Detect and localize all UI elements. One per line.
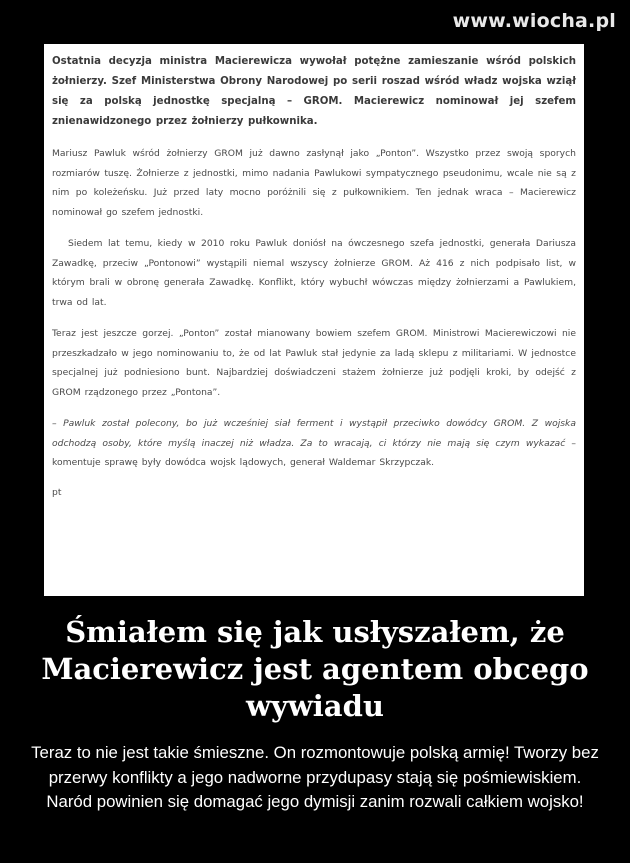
quote-attribution: – komentuje sprawę były dowódca wojsk lądowych, generał Waldemar Skrzypczak. [52, 437, 576, 468]
article-paragraph-3: Teraz jest jeszcze gorzej. „Ponton” został mianowany bowiem szefem GROM. Ministrowi Macierewiczowi nie przeszkadzało w jego nominowaniu to, że od lat Pawluk stał jedynie za ladą sklepu z militariami. W jednostce specjalnej już podniesiono bunt. Najbardziej doświadczeni stażem żołnierze już podjęli kroki, by odejść z GROM rządzonego przez „Pontona”. [52, 328, 576, 398]
article-quote-paragraph [52, 414, 576, 473]
poster-headline: Śmiałem się jak usłyszałem, że Macierewicz jest agentem obcego wywiadu [41, 615, 589, 723]
article-paragraph-2: Siedem lat temu, kiedy w 2010 roku Pawluk doniósł na ówczesnego szefa jednostki, generała Dariusza Zawadkę, przeciw „Pontonowi” wystąpili niemal wszyscy żołnierze GROM. Aż 416 z nich podpisało list, w którym brali w obronę generała Zawadkę. Konflikt, który wybuchł wówczas między żołnierzami a Pawlukiem, trwa od lat. [52, 238, 576, 308]
site-watermark: www.wiocha.pl [452, 10, 616, 32]
article-lead: Ostatnia decyzja ministra Macierewicza wywołał potężne zamieszanie wśród polskich żołnierzy. Szef Ministerstwa Obrony Narodowej po serii roszad wśród władz wojska wziął się za polską jednostkę specjalną – GROM. Macierewicz nominował jej szefem znienawidzonego przez żołnierzy pułkownika. [52, 56, 576, 127]
quote-text: – Pawluk został polecony, bo już wcześniej siał ferment i wystąpił przeciwko dowódcy GROM. Z wojska odchodzą osoby, które myślą inaczej niż władza. Za to wracają, ci którzy nie mają się czym wykazać [52, 418, 576, 449]
article-screenshot [44, 44, 584, 596]
article-paragraph-1: Mariusz Pawluk wśród żołnierzy GROM już dawno zasłynął jako „Ponton”. Wszystko przez swoją sporych rozmiarów tuszę. Żołnierze z jednostki, mimo nadania Pawlukowi sympatycznego pseudonimu, wcale nie są z nim po koleżeńsku. Już przed laty mocno poróżnili się z pułkownikiem. Ten jednak wraca – Macierewicz nominował go szefem jednostki. [52, 148, 576, 218]
poster-caption: Teraz to nie jest takie śmieszne. On rozmontowuje polską armię! Tworzy bez przerwy konflikty a jego nadworne przydupasy stają się pośmiewiskiem. Naród powinien się domagać jego dymisji zanim rozwali całkiem wojsko! [31, 743, 599, 811]
author-signature: pt [52, 486, 62, 498]
